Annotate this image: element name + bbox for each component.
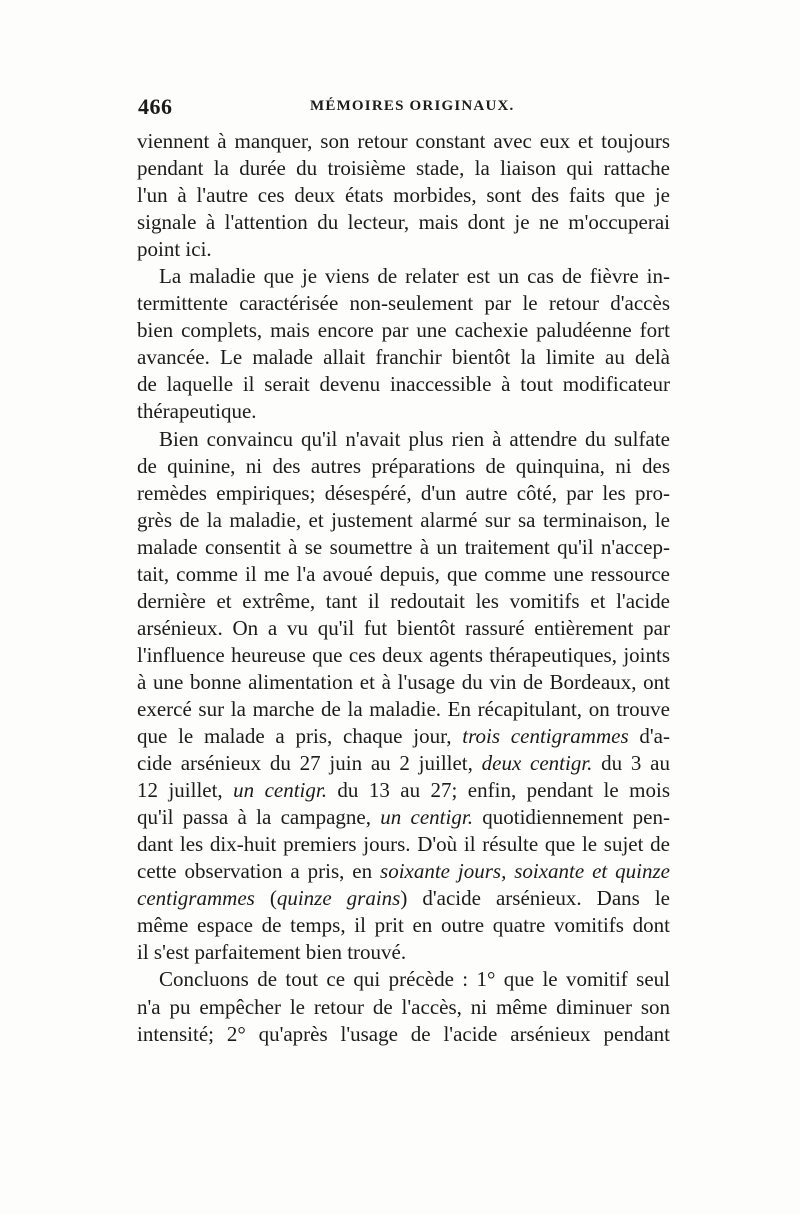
text-run: cide arsénieux du 27 juin au 2 juillet, <box>137 751 482 776</box>
text-line <box>137 344 670 371</box>
text-run: arsénieux. On a vu qu'il fut bientôt rassuré entièrement par <box>137 615 670 640</box>
text-run: malade consentit à se soumettre à un traitement qu'il n'accep- <box>137 534 670 559</box>
italic-text: trois centigrammes <box>462 724 629 749</box>
text-line <box>137 209 670 236</box>
text-line <box>137 777 670 804</box>
text-run: dernière et extrême, tant il redoutait les vomitifs et l'acide <box>137 588 670 613</box>
text-line <box>137 669 670 696</box>
text-line <box>137 723 670 750</box>
text-run: même espace de temps, il prit en outre quatre vomitifs dont <box>137 913 670 938</box>
text-line <box>137 588 670 615</box>
text-run: à une bonne alimentation et à l'usage du vin de Bordeaux, ont <box>137 669 670 694</box>
text-run: que le malade a pris, chaque jour, <box>137 724 463 749</box>
text-line <box>137 263 670 290</box>
text-run: viennent à manquer, son retour constant avec eux et toujours <box>137 129 670 153</box>
text-run: ( <box>254 886 277 911</box>
text-run: de quinine, ni des autres préparations de quinquina, ni des <box>137 453 670 478</box>
text-line <box>137 939 670 966</box>
text-line <box>137 507 670 534</box>
text-line <box>137 534 670 561</box>
italic-text: centigrammes <box>137 886 255 911</box>
body-text <box>137 128 670 1048</box>
text-run: signale à l'attention du lecteur, mais dont je ne m'occuperai <box>137 210 670 235</box>
text-run: grès de la maladie, et justement alarmé sur sa terminaison, le <box>137 507 670 532</box>
text-line <box>137 236 670 263</box>
italic-text: soixante jours, soixante et quinze <box>380 859 670 884</box>
text-line <box>137 912 670 939</box>
text-line <box>137 128 670 155</box>
text-line <box>137 371 670 398</box>
text-line <box>137 858 670 885</box>
text-run: de laquelle il serait devenu inaccessible à tout modificateur <box>137 372 670 397</box>
text-line <box>137 561 670 588</box>
text-line <box>137 453 670 480</box>
text-run: tait, comme il me l'a avoué depuis, que comme une ressource <box>137 561 670 586</box>
running-head: MÉMOIRES ORIGINAUX. <box>310 98 515 114</box>
text-run: l'un à l'autre ces deux états morbides, sont des faits que je <box>137 183 670 208</box>
text-run: 12 juillet, <box>137 778 234 803</box>
text-run: pendant la durée du troisième stade, la liaison qui rattache <box>137 156 670 181</box>
text-run: La maladie que je viens de relater est un cas de fièvre in- <box>159 264 670 289</box>
text-line <box>137 426 670 453</box>
text-line <box>137 885 670 912</box>
text-run: Concluons de tout ce qui précède : 1° que le vomitif seul <box>159 967 670 992</box>
text-line <box>137 398 670 425</box>
text-run: thérapeutique. <box>137 399 257 424</box>
page-header <box>138 94 670 124</box>
text-run: Bien convaincu qu'il n'avait plus rien à attendre du sulfate <box>159 426 670 451</box>
page-number: 466 <box>138 94 173 119</box>
text-run: l'influence heureuse que ces deux agents thérapeutiques, joints <box>137 642 670 667</box>
text-run: bien complets, mais encore par une cachexie paludéenne fort <box>137 318 670 343</box>
text-run: point ici. <box>137 237 212 262</box>
text-run: quotidiennement pen- <box>472 805 670 830</box>
text-run: qu'il passa à la campagne, <box>137 805 381 830</box>
text-run: intensité; 2° qu'après l'usage de l'acide arsénieux pendant <box>137 1021 670 1046</box>
text-run: remèdes empiriques; désespéré, d'un autre côté, par les pro- <box>137 480 670 505</box>
text-run: d'a- <box>628 724 670 749</box>
text-run: il s'est parfaitement bien trouvé. <box>137 940 407 965</box>
text-run: ) d'acide arsénieux. Dans le <box>400 886 671 911</box>
text-run: du 13 au 27; enfin, pendant le mois <box>326 778 670 803</box>
text-line <box>137 696 670 723</box>
italic-text: un centigr. <box>233 778 327 803</box>
text-run: du 3 au <box>592 751 670 776</box>
text-run: avancée. Le malade allait franchir bientôt la limite au delà <box>137 345 670 370</box>
text-line <box>137 1021 670 1048</box>
text-line <box>137 804 670 831</box>
text-run: termittente caractérisée non-seulement par le retour d'accès <box>137 291 670 316</box>
text-line <box>137 182 670 209</box>
text-run: exercé sur la marche de la maladie. En récapitulant, on trouve <box>137 696 670 721</box>
italic-text: un centigr. <box>380 805 473 830</box>
italic-text: quinze grains <box>276 886 401 911</box>
text-line <box>137 994 670 1021</box>
text-run: cette observation a pris, en <box>137 859 381 884</box>
text-line <box>137 642 670 669</box>
text-run: n'a pu empêcher le retour de l'accès, ni même diminuer son <box>137 994 670 1019</box>
text-line <box>137 317 670 344</box>
text-line <box>137 966 670 993</box>
text-line <box>137 155 670 182</box>
text-line <box>137 480 670 507</box>
italic-text: deux centigr. <box>481 751 593 776</box>
text-line <box>137 615 670 642</box>
text-run: dant les dix-huit premiers jours. D'où il résulte que le sujet de <box>137 832 670 857</box>
text-line <box>137 831 670 858</box>
text-line <box>137 750 670 777</box>
text-line <box>137 290 670 317</box>
